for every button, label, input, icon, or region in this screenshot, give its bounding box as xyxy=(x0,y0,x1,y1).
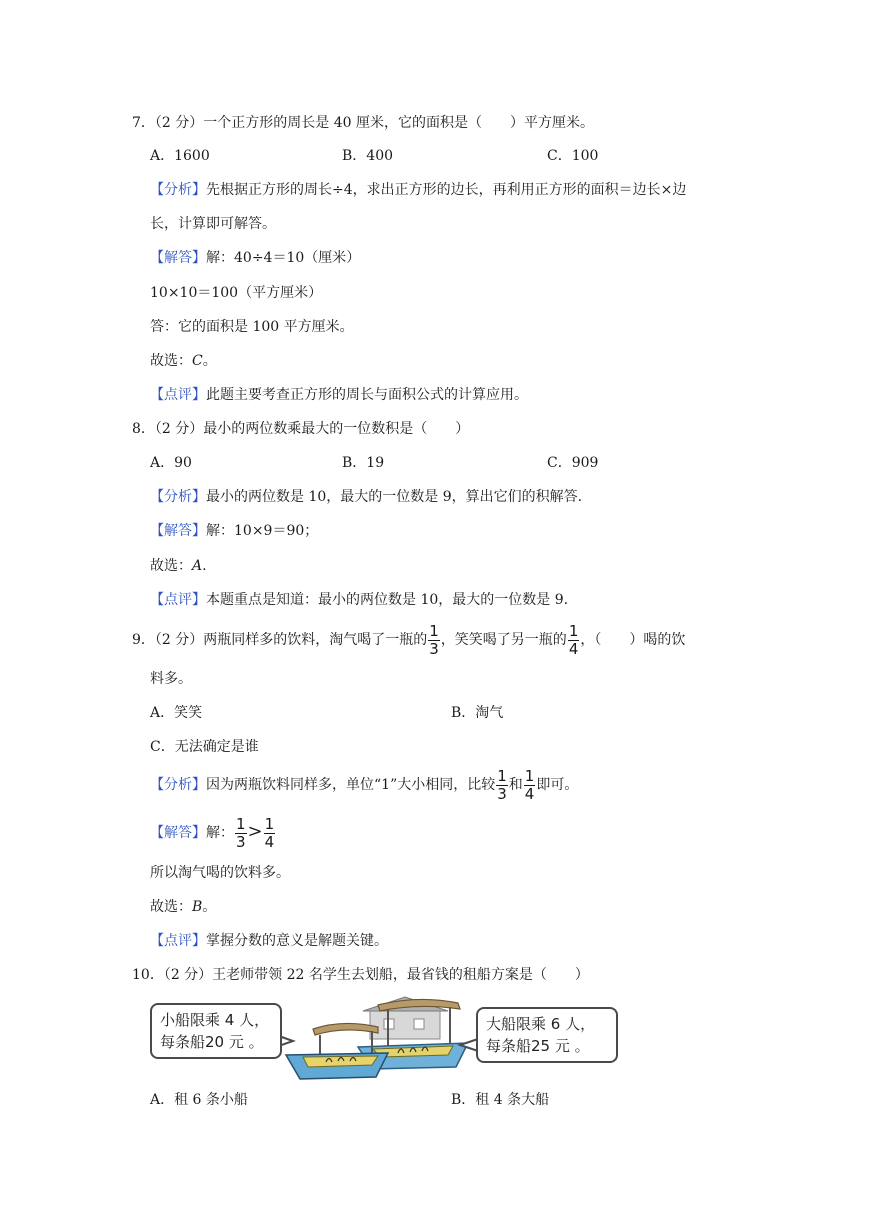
q7-option-a: A．1600 xyxy=(150,148,210,164)
q7-stem: 7．（2 分）一个正方形的周长是 40 厘米，它的面积是（ ）平方厘米。 xyxy=(132,115,594,131)
choice-prefix: 故选： xyxy=(150,558,192,574)
small-boat-bubble-line-2: 每条船20 元 。 xyxy=(160,1033,264,1051)
fraction-one-quarter xyxy=(264,816,276,851)
q8-comment xyxy=(150,590,568,610)
q7-analysis xyxy=(150,180,686,200)
q9-stem xyxy=(132,620,685,660)
fraction-denominator: 3 xyxy=(429,639,439,658)
q8-option-a: A．90 xyxy=(150,455,192,471)
q9-stem-part-2: ，笑笑喝了另一瓶的 xyxy=(440,632,567,648)
comment-tag: 【点评】 xyxy=(150,933,206,949)
solution-tag: 【解答】 xyxy=(150,250,206,266)
fraction-numerator: 1 xyxy=(568,621,579,640)
q7-comment xyxy=(150,385,528,405)
q9-stem-part-1: 9．（2 分）两瓶同样多的饮料，淘气喝了一瓶的 xyxy=(132,632,428,648)
analysis-tag: 【分析】 xyxy=(150,777,206,793)
fraction-one-third xyxy=(235,816,247,851)
q9-option-c: C．无法确定是谁 xyxy=(150,739,259,755)
q7-analysis-line-2: 长，计算即可解答。 xyxy=(150,216,276,232)
small-boat-icon xyxy=(286,1023,388,1079)
choice-prefix: 故选： xyxy=(150,353,192,369)
q7-solution-text-1: 解：40÷4＝10（厘米） xyxy=(206,250,361,266)
q8-comment-text: 本题重点是知道：最小的两位数是 10，最大的一位数是 9. xyxy=(206,592,569,608)
solution-tag: 【解答】 xyxy=(150,825,206,841)
q10-option-b: B．租 4 条大船 xyxy=(451,1092,550,1108)
q7-option-b: B．400 xyxy=(342,148,394,164)
q9-solution-line-2: 所以淘气喝的饮料多。 xyxy=(150,865,290,881)
big-boat-bubble xyxy=(476,1007,618,1063)
q7-analysis-text-1: 先根据正方形的周长÷4，求出正方形的边长，再利用正方形的面积＝边长×边 xyxy=(206,182,687,198)
solution-tag: 【解答】 xyxy=(150,523,206,539)
fraction-numerator: 1 xyxy=(236,814,246,833)
fraction-numerator: 1 xyxy=(429,621,439,640)
fraction-one-third xyxy=(496,768,508,803)
q7-choice xyxy=(150,351,217,371)
q10-option-a: A．租 6 条小船 xyxy=(150,1092,248,1108)
q9-analysis-part-2: 和 xyxy=(508,777,523,793)
choice-suffix: 。 xyxy=(202,353,217,369)
q8-option-b: B．19 xyxy=(342,455,385,471)
fraction-numerator: 1 xyxy=(264,814,275,833)
q9-comment xyxy=(150,931,388,951)
q9-analysis-part-3: 即可。 xyxy=(536,777,579,793)
q10-stem: 10．（2 分）王老师带领 22 名学生去划船，最省钱的租船方案是（ ） xyxy=(132,967,589,983)
comment-tag: 【点评】 xyxy=(150,592,206,608)
q8-option-c: C．909 xyxy=(547,455,599,471)
q8-solution xyxy=(150,521,318,541)
q9-option-a: A．笑笑 xyxy=(150,705,203,721)
fraction-numerator: 1 xyxy=(497,766,507,785)
q9-stem-line-2: 料多。 xyxy=(150,671,192,687)
q7-solution xyxy=(150,248,360,268)
q9-solution xyxy=(150,812,276,853)
choice-letter: A xyxy=(192,558,203,574)
q9-option-b: B．淘气 xyxy=(451,705,504,721)
q9-comment-text: 掌握分数的意义是解题关键。 xyxy=(206,933,388,949)
fraction-denominator: 3 xyxy=(236,832,246,851)
fraction-one-quarter xyxy=(524,768,536,803)
analysis-tag: 【分析】 xyxy=(150,182,206,198)
choice-suffix: 。 xyxy=(202,899,217,915)
q8-analysis-text: 最小的两位数是 10，最大的一位数是 9，算出它们的积解答. xyxy=(206,489,583,505)
q9-analysis xyxy=(150,765,578,805)
fraction-numerator: 1 xyxy=(524,766,535,785)
q9-solution-prefix: 解： xyxy=(206,825,234,841)
small-boat-bubble xyxy=(150,1003,282,1059)
comment-tag: 【点评】 xyxy=(150,387,206,403)
small-boat-bubble-line-1: 小船限乘 4 人， xyxy=(160,1011,270,1029)
q9-choice xyxy=(150,897,216,917)
choice-letter: B xyxy=(192,899,203,915)
choice-suffix: . xyxy=(202,558,207,574)
big-boat-bubble-line-1: 大船限乘 6 人， xyxy=(486,1015,596,1033)
fraction-one-quarter xyxy=(568,623,580,658)
q9-stem-part-3: ，（ ）喝的饮 xyxy=(580,632,686,648)
fraction-denominator: 4 xyxy=(524,784,535,803)
q7-comment-text: 此题主要考查正方形的周长与面积公式的计算应用。 xyxy=(206,387,528,403)
big-boat-bubble-line-2: 每条船25 元 。 xyxy=(486,1037,590,1055)
q8-stem: 8．（2 分）最小的两位数乘最大的一位数积是（ ） xyxy=(132,421,470,437)
fraction-one-third xyxy=(428,623,440,658)
q8-solution-text: 解：10×9＝90； xyxy=(206,523,319,539)
compare-sign: > xyxy=(247,821,263,842)
q7-solution-line-3: 答：它的面积是 100 平方厘米。 xyxy=(150,319,354,335)
analysis-tag: 【分析】 xyxy=(150,489,206,505)
fraction-denominator: 4 xyxy=(264,832,275,851)
fraction-denominator: 4 xyxy=(568,639,579,658)
q8-choice xyxy=(150,556,207,576)
choice-letter: C xyxy=(192,353,203,369)
choice-prefix: 故选： xyxy=(150,899,192,915)
q8-analysis xyxy=(150,487,582,507)
q9-analysis-part-1: 因为两瓶饮料同样多，单位“1”大小相同，比较 xyxy=(206,777,496,793)
q7-solution-line-2: 10×10＝100（平方厘米） xyxy=(150,285,323,301)
q7-option-c: C．100 xyxy=(547,148,599,164)
fraction-denominator: 3 xyxy=(497,784,507,803)
